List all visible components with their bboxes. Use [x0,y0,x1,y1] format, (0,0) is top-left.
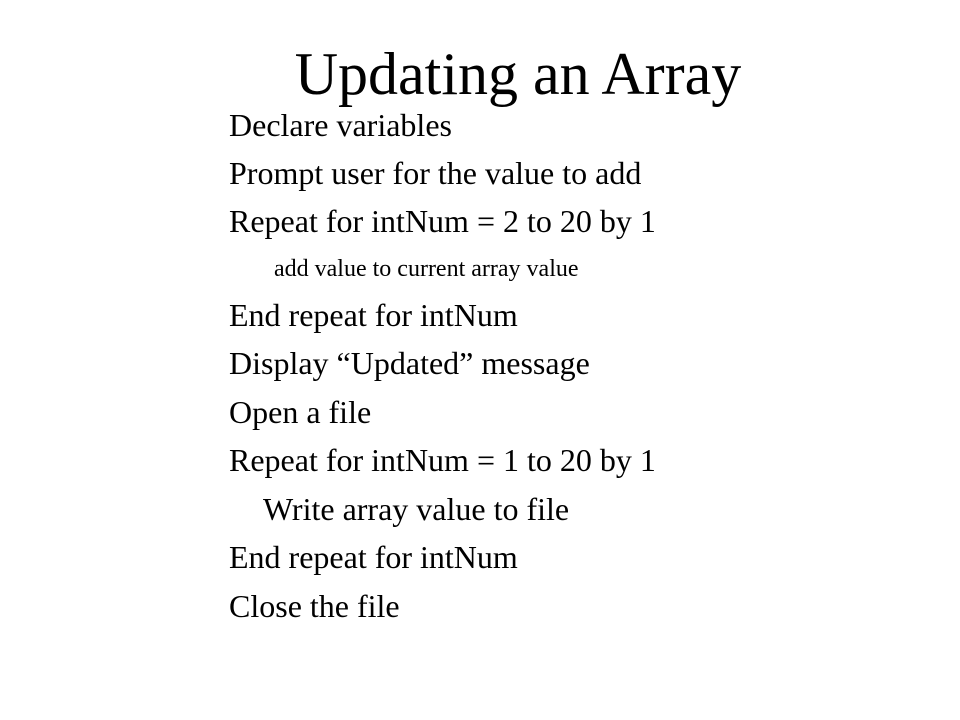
pseudocode-line: Repeat for intNum = 1 to 20 by 1 [229,442,656,478]
pseudocode-line: End repeat for intNum [229,539,518,575]
pseudocode-line: End repeat for intNum [229,297,518,333]
slide-title: Updating an Array [294,41,742,107]
pseudocode-line: Open a file [229,394,372,430]
pseudocode-line: Display “Updated” message [229,345,590,381]
pseudocode-line: Prompt user for the value to add [229,155,642,191]
pseudocode-line-nested: add value to current array value [274,256,579,282]
pseudocode-line: Declare variables [229,107,452,143]
pseudocode-line: Repeat for intNum = 2 to 20 by 1 [229,203,656,239]
pseudocode-line-indented: Write array value to file [263,491,570,527]
pseudocode-line: Close the file [229,588,400,624]
